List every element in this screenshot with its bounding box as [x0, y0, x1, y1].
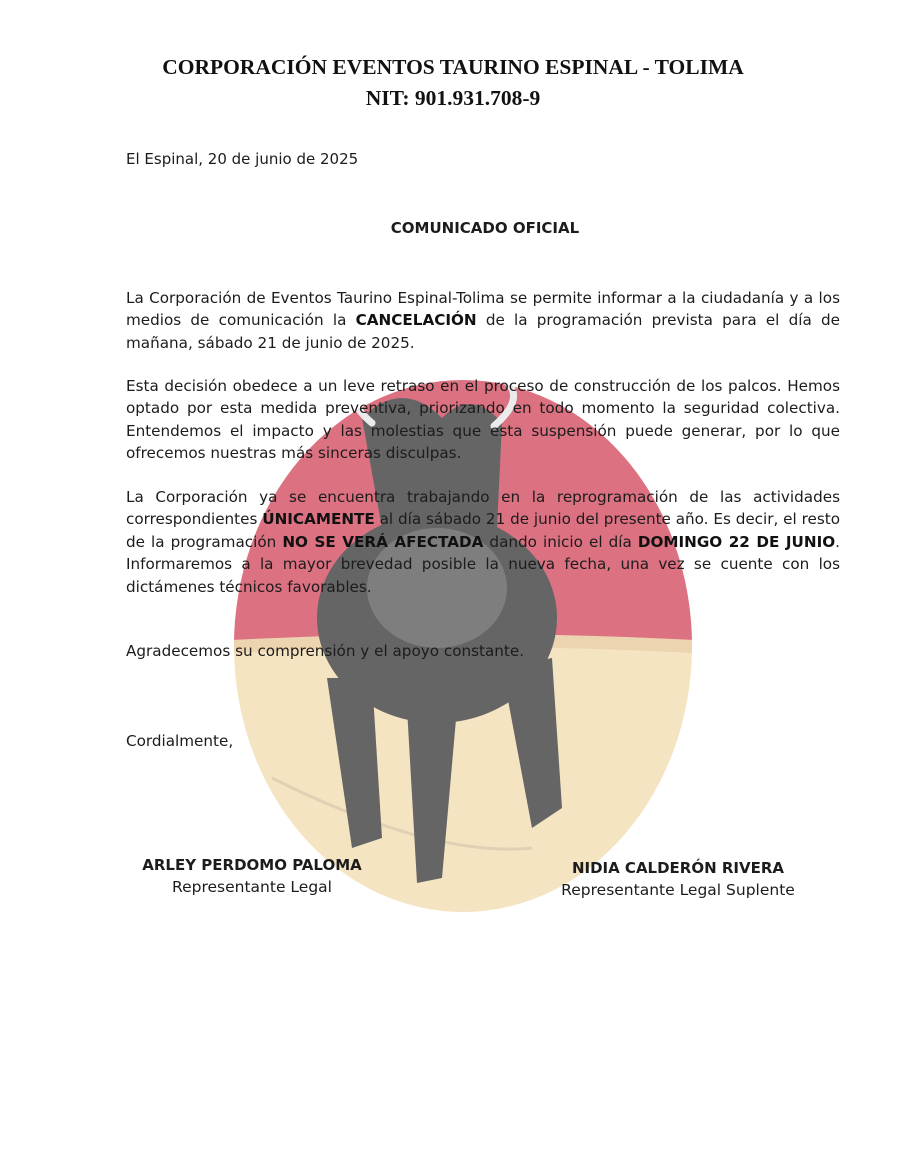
signature-block-alternate-rep [530, 859, 826, 899]
signatory-name: ARLEY PERDOMO PALOMA [142, 856, 362, 874]
emphasis-no-afectada: NO SE VERÁ AFECTADA [282, 532, 484, 551]
paragraph-text: de la programación prevista para el día de mañana, sábado 21 de junio de 2025. [126, 311, 840, 352]
announcement-heading: COMUNICADO OFICIAL [390, 219, 580, 237]
emphasis-domingo: DOMINGO 22 DE JUNIO [637, 532, 836, 551]
nit-number: NIT: 901.931.708-9 [365, 86, 541, 110]
signature-block-legal-rep [126, 856, 378, 896]
paragraph-text: dando inicio el día [483, 532, 638, 551]
emphasis-cancelacion: CANCELACIÓN [355, 311, 477, 330]
thanks-line: Agradecemos su comprensión y el apoyo constante. [126, 642, 525, 660]
paragraph-cancellation [126, 287, 840, 354]
emphasis-unicamente: ÚNICAMENTE [262, 510, 375, 529]
organization-title: CORPORACIÓN EVENTOS TAURINO ESPINAL - TOLIMA [162, 55, 744, 79]
date-line: El Espinal, 20 de junio de 2025 [126, 150, 359, 168]
paragraph-reschedule [126, 486, 840, 598]
closing-line: Cordialmente, [126, 732, 234, 750]
paragraph-reason: Esta decisión obedece a un leve retraso en el proceso de construcción de los palcos. Hemos optado por esta medida preventiva, priorizando en todo momento la seguridad colectiva. Entendemos el impacto y las molestias que esta suspensión puede generar, por lo que ofrecemos nuestras más sinceras disculpas. [126, 377, 840, 463]
signatory-name: NIDIA CALDERÓN RIVERA [571, 859, 785, 877]
signatory-role: Representante Legal [172, 878, 332, 896]
paragraph-text: La Corporación de Eventos Taurino Espinal-Tolima se permite informar a la ciudadanía y a los medios de comunicación la [126, 289, 840, 330]
signatory-role: Representante Legal Suplente [561, 881, 795, 899]
paragraph-text: . Informaremos a la mayor brevedad posible la nueva fecha, una vez se cuente con los dictámenes técnicos favorables. [126, 532, 840, 596]
paragraph-text: al día sábado 21 de junio del presente año. Es decir, el resto de la programación [126, 510, 840, 551]
paragraph-text: La Corporación ya se encuentra trabajando en la reprogramación de las actividades correspondientes [126, 488, 840, 529]
